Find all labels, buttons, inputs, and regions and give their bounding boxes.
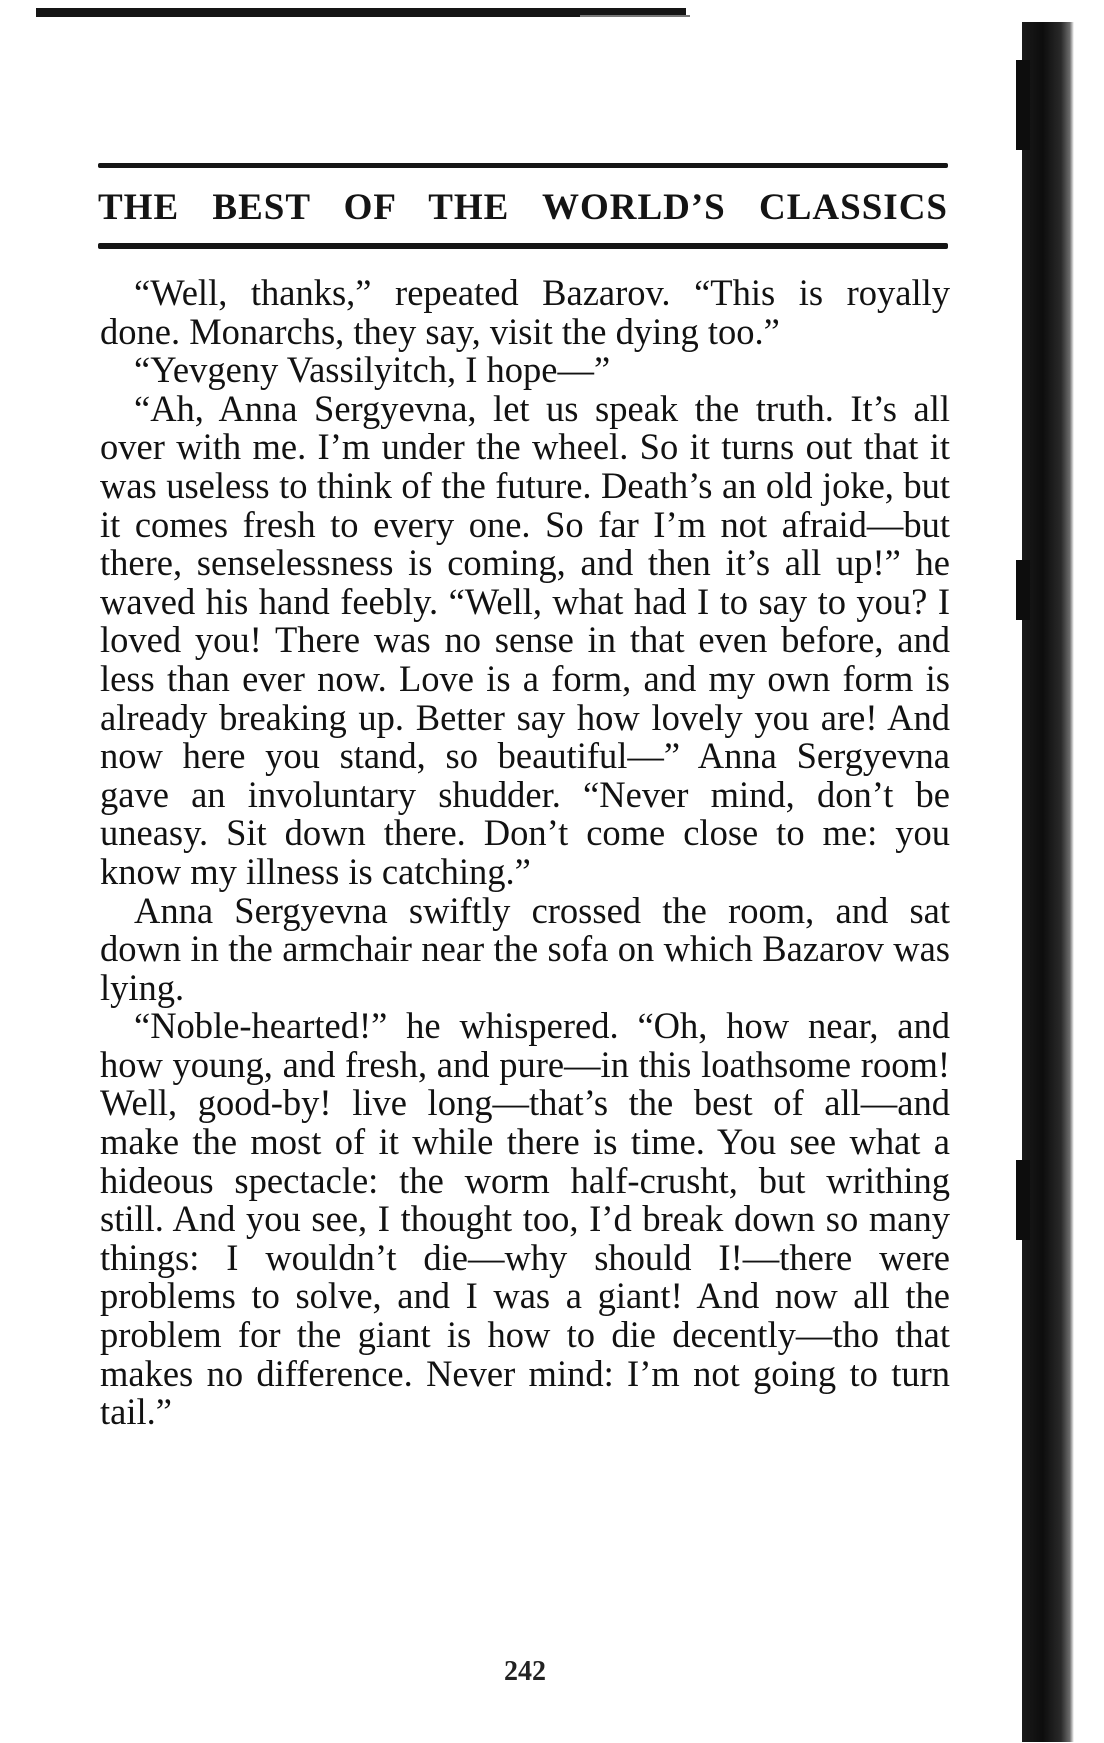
book-spine-notch bbox=[1016, 60, 1030, 150]
top-edge-rule-tail bbox=[580, 15, 690, 17]
running-head: THE BEST OF THE WORLD’S CLASSICS bbox=[98, 187, 948, 228]
body-text bbox=[100, 274, 950, 1432]
paragraph: “Yevgeny Vassilyitch, I hope—” bbox=[134, 349, 611, 391]
page-number: 242 bbox=[504, 1656, 546, 1687]
header-rule-bottom bbox=[98, 243, 948, 249]
paragraph: “Well, thanks,” repeated Bazarov. “This is royally done. Monarchs, they say, visit the dying too.” bbox=[100, 272, 950, 352]
paragraph: “Ah, Anna Sergyevna, let us speak the truth. It’s all over with me. I’m under the wheel. So it turns out that it was useless to think of the future. Death’s an old joke, but it comes fresh to every one. So far I’m not afraid—but there, senselessness is coming, and then it’s all up!” he waved his hand feebly. “Well, what had I to say to you? I loved you! There was no sense in that even before, and less than ever now. Love is a form, and my own form is already breaking up. Better say how lovely you are! And now here you stand, so beautiful—” Anna Sergyevna gave an involuntary shudder. “Never mind, don’t be uneasy. Sit down there. Don’t come close to me: you know my illness is catching.” bbox=[100, 387, 950, 892]
paragraph: “Noble-hearted!” he whispered. “Oh, how near, and how young, and fresh, and pure—in this loathsome room! Well, good-by! live long—that’s the best of all—and make the most of it while there is time. You see what a hideous spectacle: the worm half-crusht, but writhing still. And you see, I thought too, I’d break down so many things: I wouldn’t die—why should I!—there were problems to solve, and I was a giant! And now all the problem for the giant is how to die decently—tho that makes no difference. Never mind: I’m not going to turn tail.” bbox=[100, 1005, 950, 1433]
paragraph: Anna Sergyevna swiftly crossed the room, and sat down in the armchair near the sofa on which Bazarov was lying. bbox=[100, 889, 950, 1008]
book-spine-notch bbox=[1016, 560, 1030, 620]
header-rule-top bbox=[98, 163, 948, 168]
book-spine-shadow bbox=[1022, 22, 1074, 1742]
book-spine-notch bbox=[1016, 1160, 1030, 1240]
